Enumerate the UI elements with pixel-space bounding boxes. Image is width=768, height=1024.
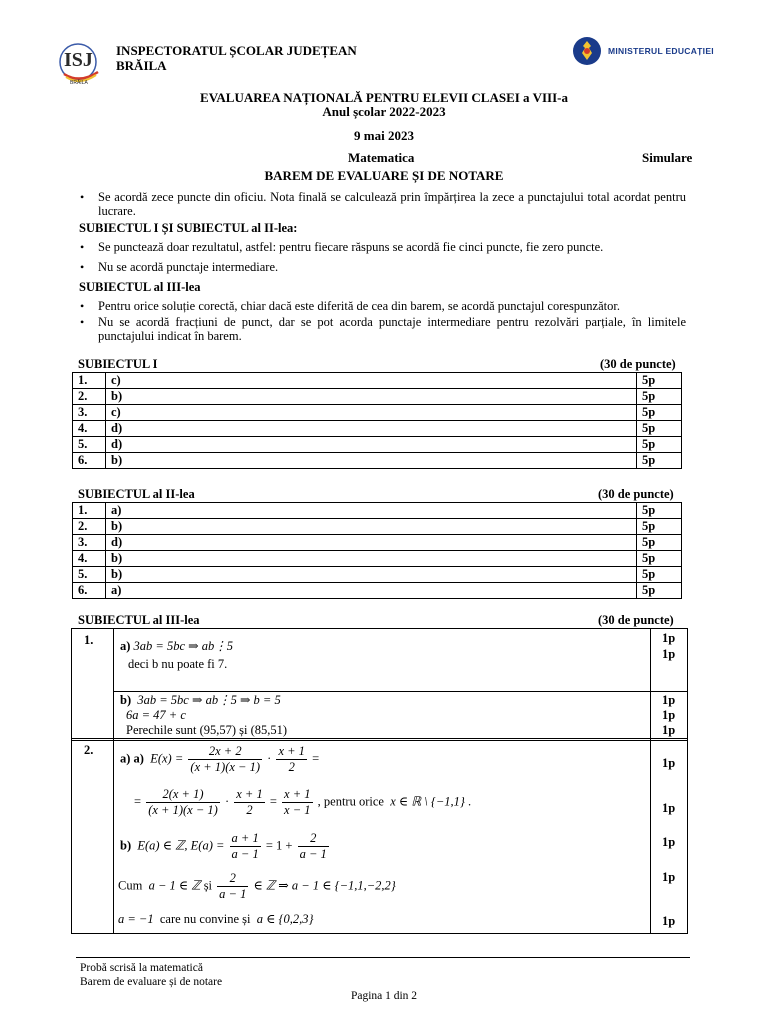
problem-number: 1. [84,633,94,647]
item-points: 5p [637,373,682,389]
item-points: 5p [637,551,682,567]
table-row [73,373,682,389]
item-number: 5. [73,567,106,583]
p2a-line2: = $\frac{2(x + 1)}{(x + 1)(x - 1)}$ · $\frac{x + 1}{2}$ = $\frac{x + 1}{x - 1}$ , pentru orice x ∈ ℝ \ {−1,1} . [134,787,472,817]
p2b-line1: b) E(a) ∈ ℤ, E(a) = $\frac{a + 1}{a - 1}$ = 1 + $\frac{2}{a - 1}$ [120,831,327,861]
table-row [73,405,682,421]
item-number: 6. [73,583,106,599]
p2a-point: 1p [662,756,676,770]
s2-title: SUBIECTUL al II-lea [78,487,195,501]
p2a-line1: a) a) E(x) = $\frac{2x + 2}{(x + 1)(x - 1)}$ · $\frac{x + 1}{2}$ = [120,744,320,774]
rule-item: • Nu se acordă fracțiuni de punct, dar se pot acorda punctaje intermediare pentru rezolvări parțiale, în limitele punctajului indicat în barem. [76,315,686,343]
rule-item: • Pentru orice soluție corectă, chiar dacă este diferită de cea din barem, se acordă punctajul corespunzător. [76,299,686,313]
exam-subject: Matematica [348,150,415,165]
table-row [73,535,682,551]
item-number: 6. [73,453,106,469]
s3-points: (30 de puncte) [598,613,674,627]
exam-date: 9 mai 2023 [354,128,414,143]
item-answer: d) [106,421,637,437]
item-points: 5p [637,503,682,519]
p1b-points: 1p 1p 1p [662,693,676,737]
item-answer: a) [106,583,637,599]
item-answer: c) [106,405,637,421]
item-number: 1. [73,373,106,389]
ministry-logo [572,36,732,68]
general-rules [76,190,686,343]
p2b-point: 1p [662,914,676,928]
rule-item: • Se acordă zece puncte din oficiu. Nota finală se calculează prin împărțirea la zece a punctajului total acordat pentru lucrare. [76,190,686,218]
footer-text: Probă scrisă la matematică Barem de evaluare și de notare [80,962,223,988]
svg-text:BRĂILA: BRĂILA [70,80,88,86]
p2b-point: 1p [662,870,676,884]
rule-item: • Se punctează doar rezultatul, astfel: pentru fiecare răspuns se acordă fie cinci puncte, fie zero puncte. [76,240,686,254]
table-row [73,453,682,469]
table-row [73,567,682,583]
item-number: 3. [73,405,106,421]
item-answer: b) [106,567,637,583]
table-row [73,519,682,535]
table-row [73,503,682,519]
p2b-point: 1p [662,835,676,849]
s1-table [72,372,682,469]
table-row [73,551,682,567]
item-points: 5p [637,453,682,469]
ministry-name: MINISTERUL EDUCAȚIEI [608,46,714,56]
item-answer: a) [106,503,637,519]
item-answer: d) [106,535,637,551]
table-row [73,437,682,453]
item-points: 5p [637,421,682,437]
item-points: 5p [637,389,682,405]
p1b-block: b) 3ab = 5bc ⇒ ab⋮5 ⇒ b = 5 6a = 47 + c Perechile sunt (95,57) și (85,51) [120,693,288,737]
item-number: 3. [73,535,106,551]
rule-item: • Nu se acordă punctaje intermediare. [76,260,686,274]
item-number: 2. [73,389,106,405]
item-answer: b) [106,453,637,469]
item-answer: b) [106,519,637,535]
p2a-point: 1p [662,801,676,815]
exam-type: Simulare [642,150,693,165]
p2b-line3: a = −1 care nu convine și a ∈ {0,2,3} [118,912,314,926]
item-number: 1. [73,503,106,519]
p1a-line: a) 3ab = 5bc ⇒ ab⋮5 [120,639,234,653]
table-row [73,583,682,599]
item-points: 5p [637,535,682,551]
rules-heading: SUBIECTUL I ȘI SUBIECTUL al II-lea: [79,221,298,235]
item-points: 5p [637,519,682,535]
item-points: 5p [637,405,682,421]
p2b-line2: Cum a − 1 ∈ ℤ și $\frac{2}{a - 1}$ ∈ ℤ ⇒ a − 1 ∈ {−1,1,−2,2} [118,871,396,901]
barem-title: BAREM DE EVALUARE ȘI DE NOTARE [264,168,504,183]
ministry-crest-icon [572,36,602,66]
item-answer: b) [106,389,637,405]
footer-divider [76,957,690,958]
item-number: 4. [73,551,106,567]
item-answer: d) [106,437,637,453]
item-points: 5p [637,583,682,599]
s1-points: (30 de puncte) [600,357,676,371]
inspectorate-name: INSPECTORATUL ȘCOLAR JUDEȚEAN BRĂILA [116,43,357,73]
problem-number: 2. [84,743,94,757]
p1a-points: 1p 1p [662,631,676,661]
item-points: 5p [637,437,682,453]
s2-points: (30 de puncte) [598,487,674,501]
s3-title: SUBIECTUL al III-lea [78,613,200,627]
item-number: 4. [73,421,106,437]
rules-heading: SUBIECTUL al III-lea [79,280,201,294]
page-number: Pagina 1 din 2 [350,990,418,1002]
item-answer: b) [106,551,637,567]
table-row [73,421,682,437]
table-row [73,389,682,405]
s3-table [71,628,688,934]
svg-text:ISJ: ISJ [64,49,93,71]
s2-table [72,502,682,599]
item-points: 5p [637,567,682,583]
item-number: 5. [73,437,106,453]
exam-title: EVALUAREA NAȚIONALĂ PENTRU ELEVII CLASEI a VIII-a Anul școlar 2022-2023 [200,90,568,119]
s1-title: SUBIECTUL I [78,357,158,371]
p1a-text: deci b nu poate fi 7. [128,657,228,671]
isj-logo [58,40,108,86]
item-number: 2. [73,519,106,535]
item-answer: c) [106,373,637,389]
